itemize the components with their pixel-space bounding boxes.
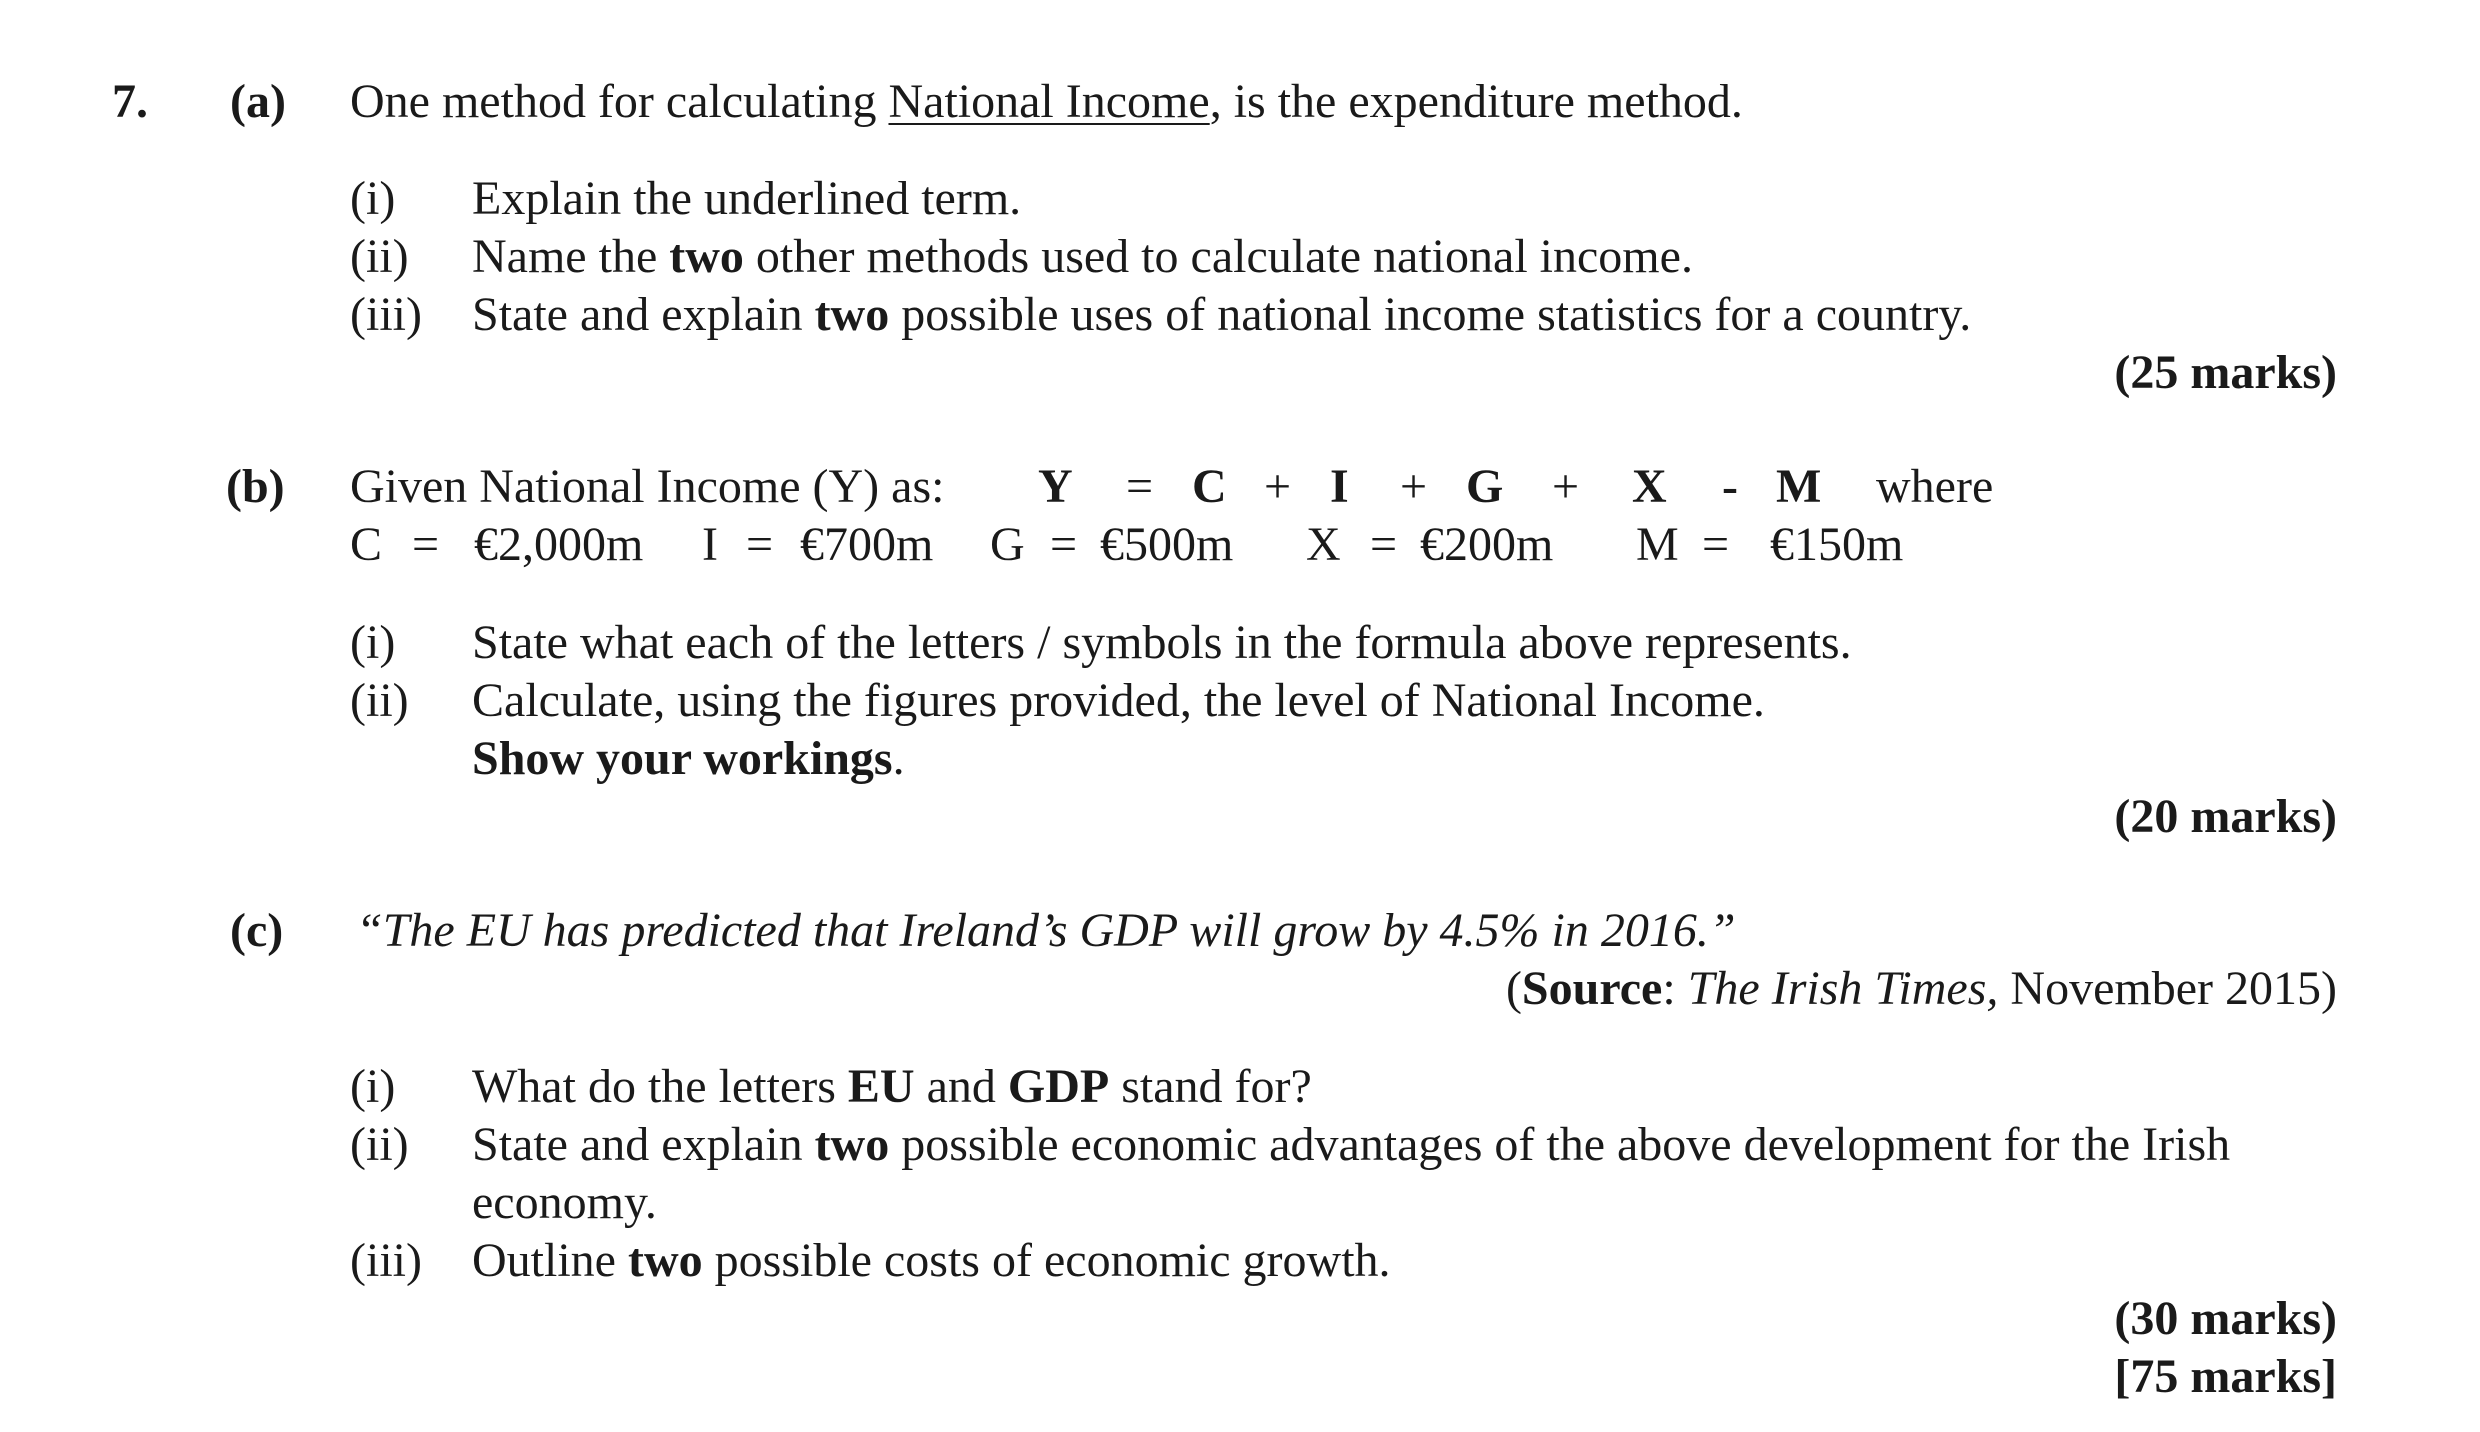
value-C: €2,000m <box>474 518 644 571</box>
part-b-item-num: (i) <box>350 616 396 669</box>
part-b-label: (b) <box>226 460 285 513</box>
part-a-intro <box>350 75 1743 128</box>
part-b-item-text: Calculate, using the figures provided, the level of National Income. <box>472 674 1765 727</box>
part-c-marks: (30 marks) <box>2114 1292 2337 1345</box>
part-a-item-num: (i) <box>350 172 396 225</box>
formula-plus: + <box>1400 460 1428 513</box>
part-a-item-text: State and explain two possible uses of national income statistics for a country. <box>472 288 1972 341</box>
part-c-item-text: State and explain two possible economic advantages of the above development for the Irish <box>472 1118 2231 1171</box>
formula-M: M <box>1776 460 1822 513</box>
part-c-item-text: What do the letters EU and GDP stand for? <box>472 1060 1312 1113</box>
part-a-intro-suffix: , is the expenditure method. <box>1209 75 1743 128</box>
value-I-label: I <box>702 518 718 571</box>
formula-equals: = <box>1126 460 1154 513</box>
part-a-item-num: (ii) <box>350 230 409 283</box>
value-equals: = <box>1702 518 1730 571</box>
part-a-item-text: Explain the underlined term. <box>472 172 1022 225</box>
formula-Y: Y <box>1038 460 1073 513</box>
quote: “The EU has predicted that Ireland’s GDP will grow by 4.5% in 2016.” <box>356 904 1736 957</box>
show-workings: Show your workings. <box>472 732 905 785</box>
part-b-item-text: State what each of the letters / symbols in the formula above represents. <box>472 616 1852 669</box>
part-c-item-text: Outline two possible costs of economic growth. <box>472 1234 1391 1287</box>
formula-C: C <box>1192 460 1227 513</box>
part-c-item-num: (ii) <box>350 1118 409 1171</box>
value-X: €200m <box>1420 518 1554 571</box>
part-c-item-num: (i) <box>350 1060 396 1113</box>
value-equals: = <box>1050 518 1078 571</box>
value-M: €150m <box>1770 518 1904 571</box>
part-a-marks: (25 marks) <box>2114 346 2337 399</box>
formula-plus: + <box>1552 460 1580 513</box>
formula-where: where <box>1876 460 1994 513</box>
part-a-intro-prefix: One method for calculating <box>350 75 889 128</box>
value-equals: = <box>746 518 774 571</box>
source-citation: (Source: The Irish Times, November 2015) <box>1505 962 2337 1015</box>
given-text: Given National Income (Y) as: <box>350 460 945 513</box>
value-equals: = <box>412 518 440 571</box>
value-X-label: X <box>1306 518 1341 571</box>
value-G: €500m <box>1100 518 1234 571</box>
formula-minus: - <box>1722 460 1738 513</box>
formula-G: G <box>1466 460 1504 513</box>
value-equals: = <box>1370 518 1398 571</box>
total-marks: [75 marks] <box>2114 1350 2337 1403</box>
part-a-item-text: Name the two other methods used to calculate national income. <box>472 230 1693 283</box>
question-number: 7. <box>112 75 148 128</box>
part-a-item-num: (iii) <box>350 288 422 341</box>
part-c-item-text-continued: economy. <box>472 1176 657 1229</box>
value-C-label: C <box>350 518 383 571</box>
part-b-marks: (20 marks) <box>2114 790 2337 843</box>
part-a-label: (a) <box>230 75 286 128</box>
value-G-label: G <box>990 518 1025 571</box>
formula-plus: + <box>1264 460 1292 513</box>
formula-X: X <box>1632 460 1667 513</box>
part-b-item-num: (ii) <box>350 674 409 727</box>
part-c-item-num: (iii) <box>350 1234 422 1287</box>
formula-I: I <box>1330 460 1349 513</box>
value-M-label: M <box>1636 518 1679 571</box>
part-c-label: (c) <box>230 904 284 957</box>
value-I: €700m <box>800 518 934 571</box>
underlined-term: National Income <box>888 75 1210 128</box>
